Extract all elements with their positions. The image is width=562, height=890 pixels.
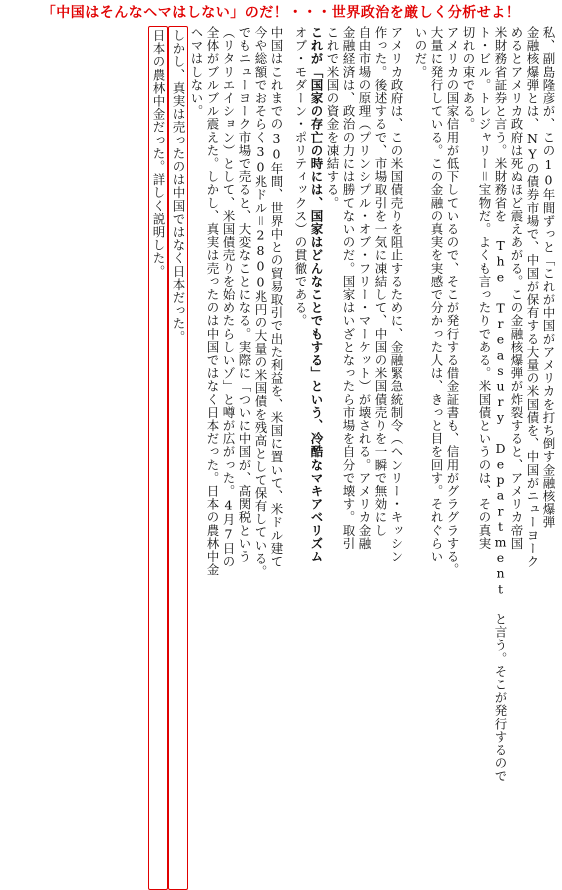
text-column: これで米国の資金を凍結する。 — [325, 26, 340, 210]
text-column: 作った。後述するで、市場取引を一気に凍結して、中国の米国債売りを一瞬で無効にし — [373, 26, 388, 537]
text-column: めるとアメリカ政府は死ぬほど震えあがる。この金融核爆弾が炸裂すると、アメリカ帝国 — [509, 26, 524, 550]
highlight-box: 日本の農林中金だった。詳しく説明した。 — [148, 26, 168, 890]
highlight-box: しかし、真実は売ったのは中国ではなく日本だった。 — [168, 26, 188, 890]
text-column: 今や総額でおそらく30兆ドル＝2800兆円の大量の米国債を残高として保有している。 — [253, 26, 268, 579]
text-column: でもニューヨーク市場で売ると、大変なことになる。実際に「ついに中国が、高関税という — [237, 26, 252, 564]
text-column: ト・ビル。トレジャリー＝宝物だ。よくも言ったりである。米国債というのは、その真実 — [477, 26, 492, 550]
text-column: 大量に発行している。この金融の真実を実感で分かった人は、きっと目を回す。それぐらい — [429, 26, 444, 564]
column-spacer — [404, 26, 412, 884]
text-column: （リタリエイション）として、米国債売りを始めたらしいゾ」と噂が広がった。4月7日の — [221, 26, 236, 569]
text-column: 自由市場の原理（プリンシプル・オブ・フリー・マーケット）が壊される。アメリカ金融 — [357, 26, 372, 550]
column-spacer — [284, 26, 292, 884]
text-column: 金融経済は、政治の力には勝てないのだ。国家はいざとなったら市場を自分で壊す。取引 — [341, 26, 356, 550]
vertical-text-body — [4, 26, 556, 884]
text-column: オブ・モダーン・ポリティックス）の貫徹である。 — [293, 26, 308, 328]
text-column: 米財務省証券と言う。米財務省を The Treasury Department と言う。そこが発行するので — [493, 26, 508, 783]
text-column: ヘマはしない。 — [189, 26, 204, 118]
text-column: アメリカの国家信用が低下しているので、そこが発行する借金証書も、信用がグラグラする。 — [445, 26, 460, 577]
text-column: 私、副島隆彦が、この10年間ずっと「これが中国がアメリカを打ち倒す金融核爆弾 — [541, 26, 556, 529]
text-column: 切れの束である。 — [461, 26, 476, 131]
text-column: 中国はこれまでの30年間、世界中との貿易取引で出た利益を、米国に置いて、米ドル建て — [269, 26, 284, 569]
text-column-emphasis: これが「国家の存亡の時には、国家はどんなことでもする」という、冷酷なマキアベリズム — [309, 26, 324, 564]
text-column: アメリカ政府は、この米国債売りを阻止するために、金融緊急統制令（ヘンリー・キッシン — [389, 26, 404, 564]
text-column: 金融核爆弾とは、NYの債券市場で、中国が保有する大量の米国債を、中国がニューヨーク — [525, 26, 540, 569]
headline: 「中国はそんなヘマはしない」のだ！・・・世界政治を厳しく分析せよ！ — [41, 5, 521, 21]
text-column: 全体がブルブル震えた。しかし、真実は売ったのは中国ではなく日本だった。日本の農林中金 — [205, 26, 220, 577]
text-column: いのだ。 — [413, 26, 428, 79]
